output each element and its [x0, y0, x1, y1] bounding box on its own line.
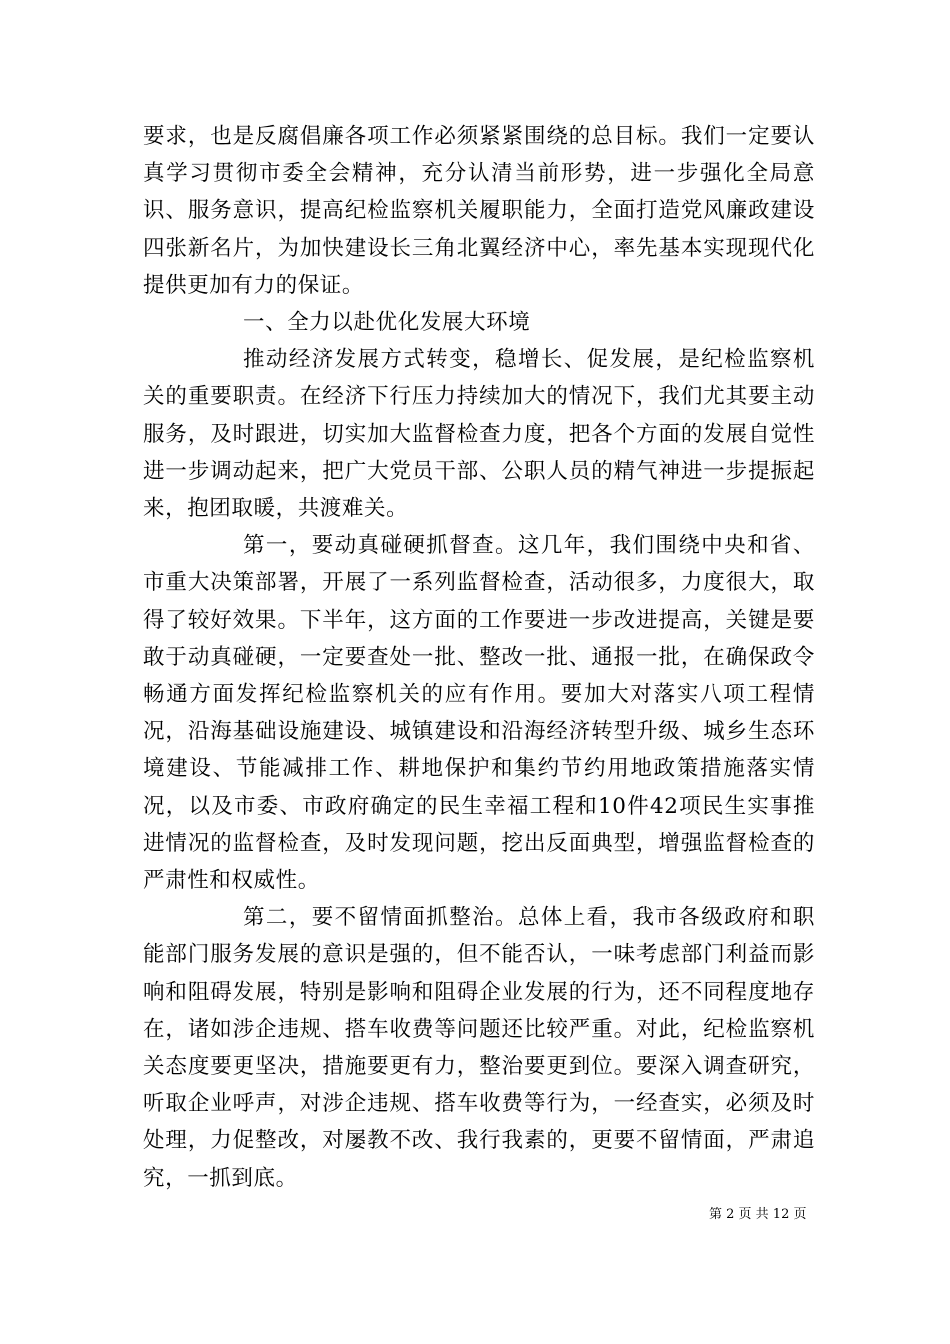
- page-number-footer: 第 2 页 共 12 页: [709, 1207, 807, 1222]
- document-body: [143, 118, 815, 1197]
- paragraph-second-point: 第二，要不留情面抓整治。总体上看，我市各级政府和职能部门服务发展的意识是强的，但不能否认，一味考虑部门利益而影响和阻碍发展，特别是影响和阻碍企业发展的行为，还不同程度地存在，诸如涉企违规、搭车收费等问题还比较严重。对此，纪检监察机关态度要更坚决，措施要更有力，整治要更到位。要深入调查研究，听取企业呼声，对涉企违规、搭车收费等行为，一经查实，必须及时处理，力促整改，对屡教不改、我行我素的，更要不留情面，严肃追究，一抓到底。: [143, 905, 815, 1191]
- section-heading: 一、全力以赴优化发展大环境: [243, 310, 531, 336]
- paragraph-intro: 推动经济发展方式转变，稳增长、促发展，是纪检监察机关的重要职责。在经济下行压力持续加大的情况下，我们尤其要主动服务，及时跟进，切实加大监督检查力度，把各个方面的发展自觉性进一步调动起来，把广大党员干部、公职人员的精气神进一步提振起来，抱团取暖，共渡难关。: [143, 347, 815, 522]
- paragraph-1: 要求，也是反腐倡廉各项工作必须紧紧围绕的总目标。我们一定要认真学习贯彻市委全会精神，充分认清当前形势，进一步强化全局意识、服务意识，提高纪检监察机关履职能力，全面打造党风廉政建设四张新名片，为加快建设长三角北翼经济中心，率先基本实现现代化提供更加有力的保证。: [143, 124, 815, 298]
- paragraph-first-point: 第一，要动真碰硬抓督查。这几年，我们围绕中央和省、市重大决策部署，开展了一系列监督检查，活动很多，力度很大，取得了较好效果。下半年，这方面的工作要进一步改进提高，关键是要敢于动真碰硬，一定要查处一批、整改一批、通报一批，在确保政令畅通方面发挥纪检监察机关的应有作用。要加大对落实八项工程情况，沿海基础设施建设、城镇建设和沿海经济转型升级、城乡生态环境建设、节能减排工作、耕地保护和集约节约用地政策措施落实情况，以及市委、市政府确定的民生幸福工程和10件42项民生实事推进情况的监督检查，及时发现问题，挖出反面典型，增强监督检查的严肃性和权威性。: [143, 533, 815, 894]
